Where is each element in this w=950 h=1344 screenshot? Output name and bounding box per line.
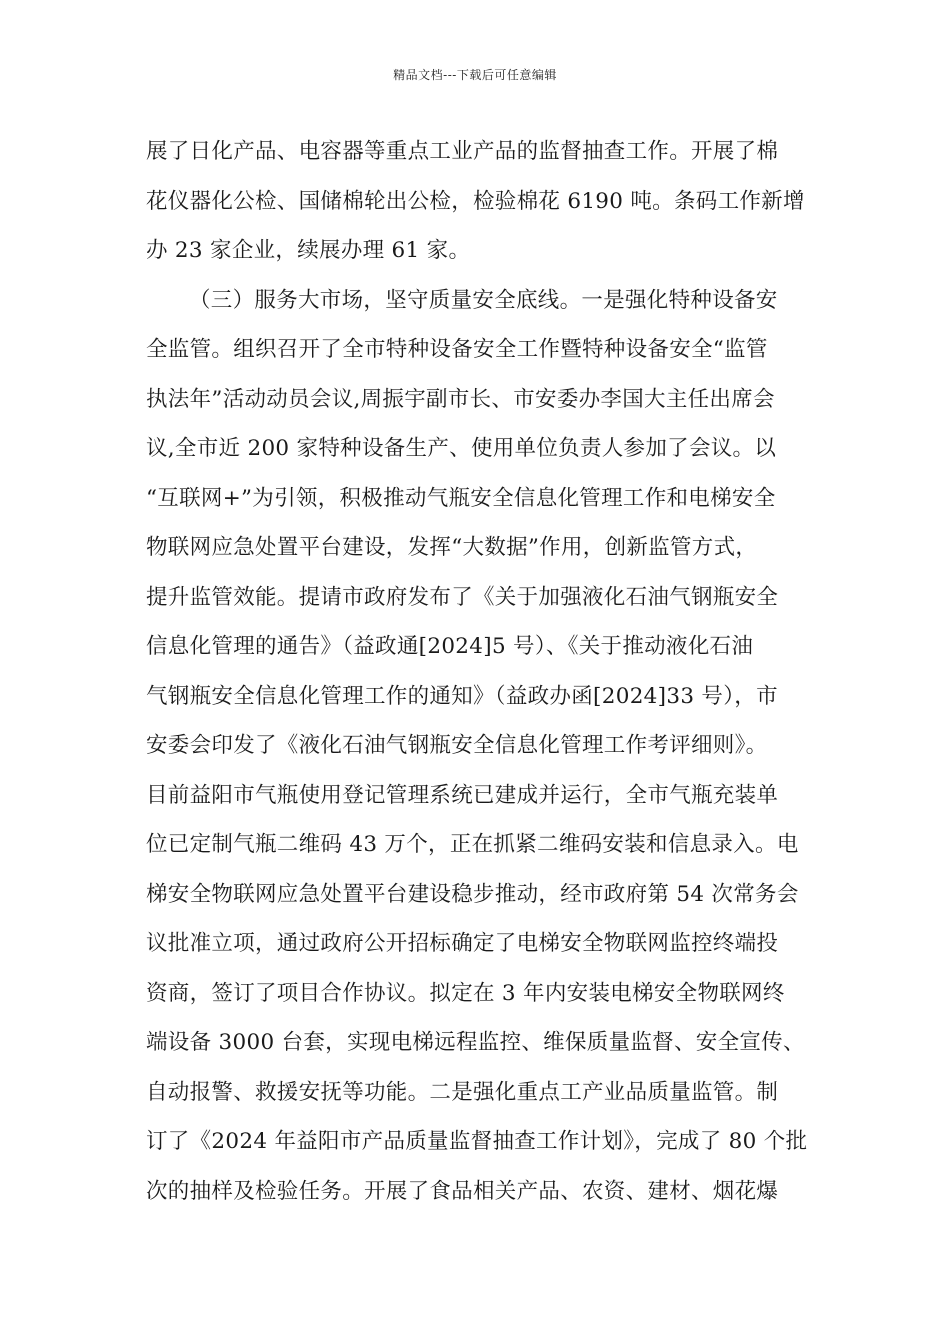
text-line: 物联网应急处置平台建设，发挥“大数据”作用，创新监管方式， bbox=[146, 535, 758, 560]
text-line: 议批准立项，通过政府公开招标确定了电梯安全物联网监控终端投 bbox=[146, 931, 779, 956]
text-line: 议,全市近 200 家特种设备生产、使用单位负责人参加了会议。以 bbox=[146, 436, 777, 461]
text-line: 全监管。组织召开了全市特种设备安全工作暨特种设备安全“监管 bbox=[146, 337, 768, 362]
text-line: 办 23 家企业，续展办理 61 家。 bbox=[146, 238, 471, 263]
text-line: 端设备 3000 台套，实现电梯远程监控、维保质量监督、安全宣传、 bbox=[146, 1030, 805, 1055]
text-line: 信息化管理的通告》（益政通[2024]5 号）、《关于推动液化石油 bbox=[146, 634, 754, 659]
text-line: 目前益阳市气瓶使用登记管理系统已建成并运行，全市气瓶充装单 bbox=[146, 782, 779, 808]
text-line: 花仪器化公检、国储棉轮出公检，检验棉花 6190 吨。条码工作新增 bbox=[146, 188, 805, 214]
text-line: 资商，签订了项目合作协议。拟定在 3 年内安装电梯安全物联网终 bbox=[146, 980, 785, 1006]
page-header: 精品文档---下载后可任意编辑 bbox=[393, 68, 557, 82]
text-line: 订了《2024 年益阳市产品质量监督抽查工作计划》，完成了 80 个批 bbox=[146, 1129, 808, 1154]
paragraph-start-line: （三）服务大市场，坚守质量安全底线。一是强化特种设备安 bbox=[189, 287, 778, 313]
text-line: 梯安全物联网应急处置平台建设稳步推动，经市政府第 54 次常务会 bbox=[146, 881, 799, 907]
text-line: 位已定制气瓶二维码 43 万个，正在抓紧二维码安装和信息录入。电 bbox=[146, 832, 799, 857]
body-text bbox=[146, 130, 811, 1219]
text-line: 安委会印发了《液化石油气钢瓶安全信息化管理工作考评细则》。 bbox=[146, 733, 768, 758]
text-line: 提升监管效能。提请市政府发布了《关于加强液化石油气钢瓶安全 bbox=[146, 584, 779, 610]
text-line: “互联网+”为引领，积极推动气瓶安全信息化管理工作和电梯安全 bbox=[146, 485, 776, 511]
text-line: 气钢瓶安全信息化管理工作的通知》（益政办函[2024]33 号），市 bbox=[146, 683, 778, 709]
text-line: 次的抽样及检验任务。开展了食品相关产品、农资、建材、烟花爆 bbox=[146, 1178, 779, 1204]
text-line: 自动报警、救援安抚等功能。二是强化重点工产业品质量监管。制 bbox=[146, 1079, 779, 1105]
text-line: 展了日化产品、电容器等重点工业产品的监督抽查工作。开展了棉 bbox=[146, 139, 779, 164]
text-line: 执法年”活动动员会议,周振宇副市长、市安委办李国大主任出席会 bbox=[146, 386, 775, 412]
